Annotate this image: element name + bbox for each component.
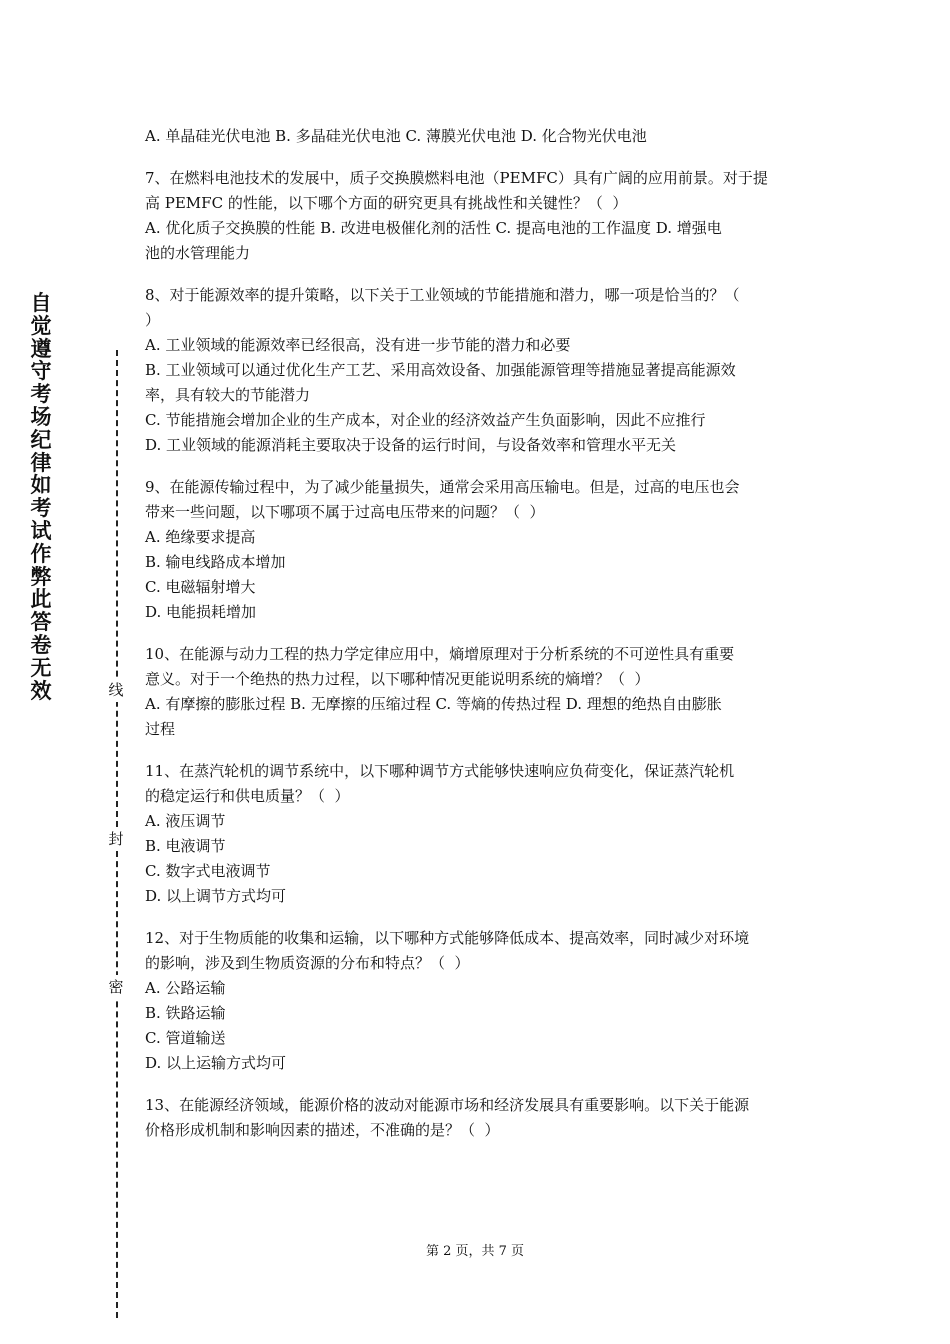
- option-c: C. 管道输送: [145, 1029, 226, 1047]
- option-a: A. 液压调节: [145, 812, 226, 830]
- question-line: 意义。对于一个绝热的热力过程，以下哪种情况更能说明系统的熵增？（ ）: [145, 670, 650, 688]
- option-d: D. 工业领域的能源消耗主要取决于设备的运行时间，与设备效率和管理水平无关: [145, 436, 677, 454]
- question-line: 的稳定运行和供电质量？（ ）: [145, 787, 350, 805]
- question-line: 10、在能源与动力工程的热力学定律应用中，熵增原理对于分析系统的不可逆性具有重要: [145, 645, 735, 663]
- option-b: B. 工业领域可以通过优化生产工艺、采用高效设备、加强能源管理等措施显著提高能源效: [145, 361, 736, 379]
- question-line: 带来一些问题，以下哪项不属于过高电压带来的问题？（ ）: [145, 503, 545, 521]
- option-line: A. 有摩擦的膨胀过程 B. 无摩擦的压缩过程 C. 等熵的传热过程 D. 理想的绝热自由膨胀: [145, 695, 722, 713]
- question-line: 高 PEMFC 的性能，以下哪个方面的研究更具有挑战性和关键性？（ ）: [145, 194, 628, 212]
- option-line: A. 优化质子交换膜的性能 B. 改进电极催化剂的活性 C. 提高电池的工作温度 D. 增强电: [145, 219, 722, 237]
- question-10: [145, 642, 810, 742]
- page-number: 第 2 页，共 7 页: [425, 1244, 525, 1259]
- option-c: C. 数字式电液调节: [145, 862, 271, 880]
- option-d: D. 电能损耗增加: [145, 603, 257, 621]
- option-d: D. 以上运输方式均可: [145, 1054, 287, 1072]
- question-line: 12、对于生物质能的收集和运输，以下哪种方式能够降低成本、提高效率，同时减少对环境: [145, 929, 750, 947]
- question-8: [145, 283, 810, 458]
- option-line: 池的水管理能力: [145, 244, 251, 262]
- question-line: 11、在蒸汽轮机的调节系统中，以下哪种调节方式能够快速响应负荷变化，保证蒸汽轮机: [145, 762, 735, 780]
- question-line: 7、在燃料电池技术的发展中，质子交换膜燃料电池（PEMFC）具有广阔的应用前景。对于提: [145, 169, 768, 187]
- question-line: ）: [145, 311, 161, 329]
- question-13: [145, 1093, 810, 1143]
- option-c: C. 电磁辐射增大: [145, 578, 256, 596]
- integrity-notice: 自觉遵守考场纪律如考试作弊此答卷无效: [30, 291, 52, 703]
- option-c: C. 节能措施会增加企业的生产成本，对企业的经济效益产生负面影响，因此不应推行: [145, 411, 706, 429]
- question-list: [145, 124, 810, 1143]
- option-a: A. 绝缘要求提高: [145, 528, 256, 546]
- option-a: A. 工业领域的能源效率已经很高，没有进一步节能的潜力和必要: [145, 336, 571, 354]
- question-7: [145, 166, 810, 266]
- question-line: 8、对于能源效率的提升策略，以下关于工业领域的节能措施和潜力，哪一项是恰当的？（: [145, 286, 740, 304]
- binding-mark-feng: 封: [104, 827, 128, 851]
- question-11: [145, 759, 810, 909]
- carryover-options: A. 单晶硅光伏电池 B. 多晶硅光伏电池 C. 薄膜光伏电池 D. 化合物光伏电池: [145, 127, 647, 145]
- option-b: B. 铁路运输: [145, 1004, 226, 1022]
- question-line: 的影响，涉及到生物质资源的分布和特点？（ ）: [145, 954, 470, 972]
- question-line: 13、在能源经济领域，能源价格的波动对能源市场和经济发展具有重要影响。以下关于能源: [145, 1096, 750, 1114]
- option-b-continued: 率，具有较大的节能潜力: [145, 386, 311, 404]
- option-a: A. 公路运输: [145, 979, 226, 997]
- option-line: 过程: [145, 720, 176, 738]
- question-line: 价格形成机制和影响因素的描述，不准确的是？（ ）: [145, 1121, 500, 1139]
- option-b: B. 输电线路成本增加: [145, 553, 286, 571]
- question-9: [145, 475, 810, 625]
- question-line: 9、在能源传输过程中，为了减少能量损失，通常会采用高压输电。但是，过高的电压也会: [145, 478, 740, 496]
- question-12: [145, 926, 810, 1076]
- option-b: B. 电液调节: [145, 837, 226, 855]
- option-d: D. 以上调节方式均可: [145, 887, 287, 905]
- binding-mark-mi: 密: [104, 975, 128, 999]
- binding-mark-xian: 线: [104, 678, 128, 702]
